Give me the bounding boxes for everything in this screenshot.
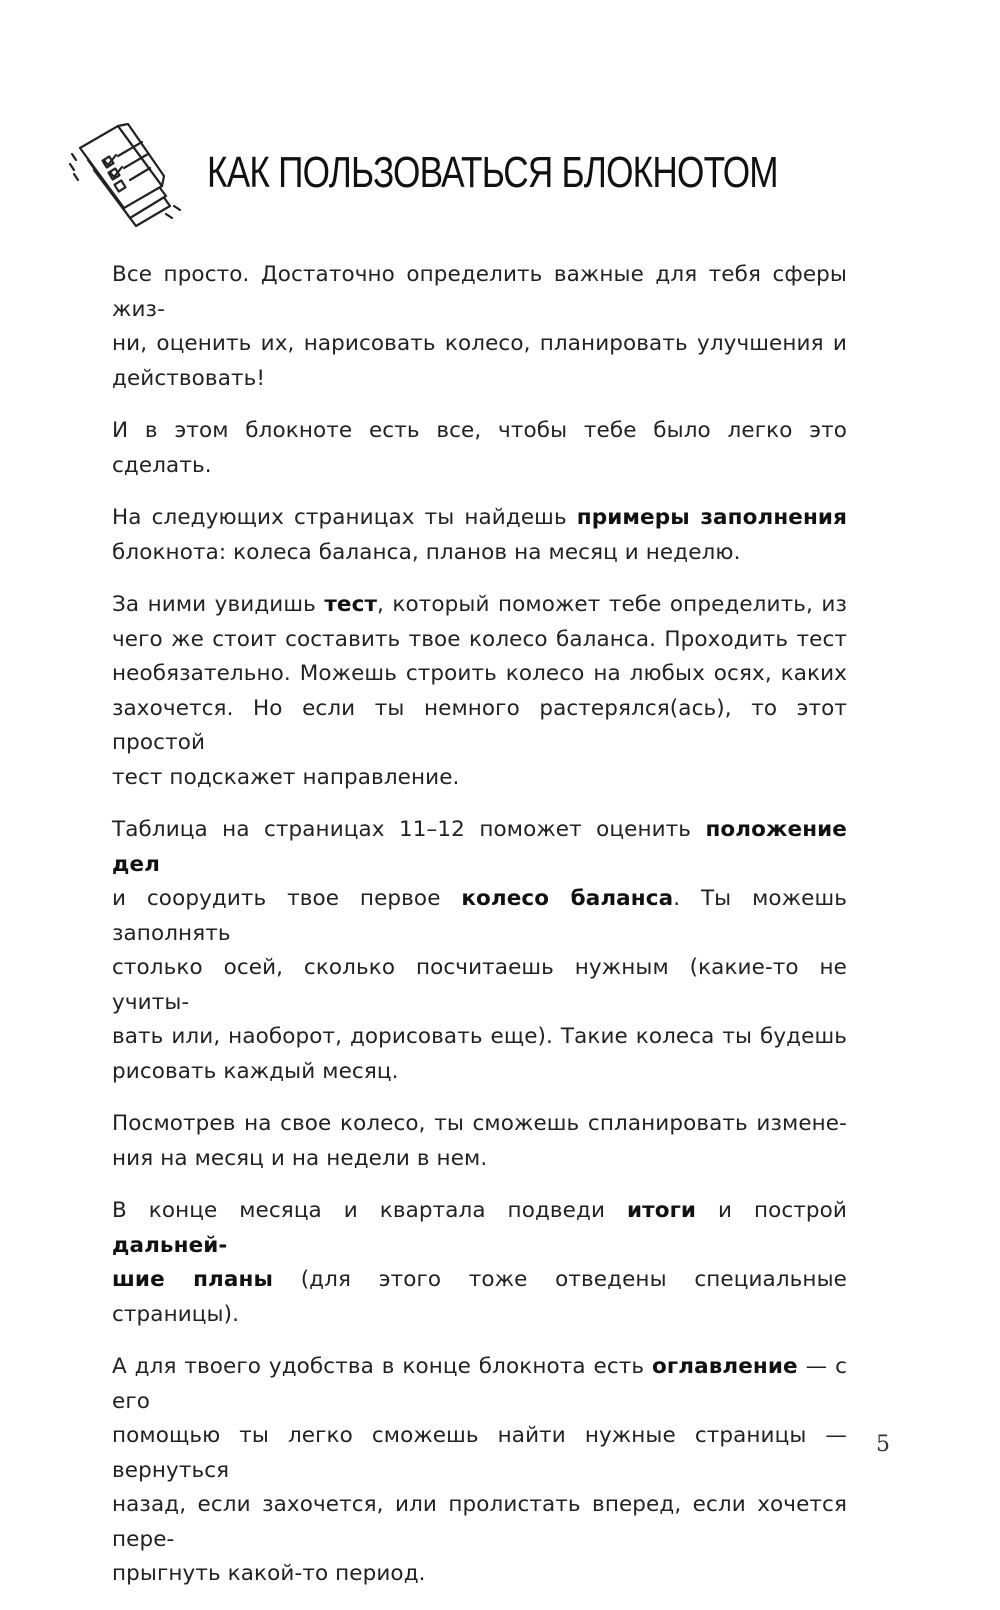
text-line xyxy=(112,588,847,623)
paragraph-6 xyxy=(112,1107,847,1176)
bold-term: колесо баланса xyxy=(461,886,674,911)
paragraph-2 xyxy=(112,414,847,483)
text-line xyxy=(112,882,847,951)
page-title: КАК ПОЛЬЗОВАТЬСЯ БЛОКНОТОМ xyxy=(207,148,778,197)
text-line xyxy=(112,813,847,882)
text-line: Все просто. Достаточно определить важные для тебя сферы жиз- xyxy=(112,262,847,322)
paragraph-5 xyxy=(112,813,847,1089)
text-line: рисовать каждый месяц. xyxy=(112,1058,399,1084)
text-line: действовать! xyxy=(112,365,266,391)
bold-term: дальней- xyxy=(112,1232,228,1258)
text-line: чего же стоит составить твое колесо баланса. Проходить тест xyxy=(112,626,847,652)
text-segment: Таблица на страницах 11–12 поможет оценить xyxy=(112,817,706,842)
text-line: необязательно. Можешь строить колесо на любых осях, каких xyxy=(112,661,847,686)
paragraph-8 xyxy=(112,1350,847,1592)
text-segment: А для твоего удобства в конце блокнота есть xyxy=(112,1354,653,1379)
checklist-papers-icon xyxy=(66,110,192,238)
text-line: прыгнуть какой-то период. xyxy=(112,1561,426,1586)
text-line: назад, если захочется, или пролистать вперед, если хочется пере- xyxy=(112,1492,847,1552)
text-line: ни, оценить их, нарисовать колесо, планировать улучшения и xyxy=(112,331,847,356)
text-line xyxy=(112,501,847,536)
text-segment: На следующих страницах ты найдешь xyxy=(112,505,577,530)
text-line: захочется. Но если ты немного растерялся(ась), то этот простой xyxy=(112,695,847,755)
text-line: И в этом блокноте есть все, чтобы тебе было легко это сделать. xyxy=(112,418,847,478)
text-line: блокнота: колеса баланса, планов на месяц и неделю. xyxy=(112,539,741,565)
paragraph-3 xyxy=(112,501,847,570)
text-line: Посмотрев на свое колесо, ты сможешь спланировать измене- xyxy=(112,1111,847,1136)
paragraph-4 xyxy=(112,588,847,795)
text-line: ния на месяц и на недели в нем. xyxy=(112,1145,488,1171)
text-segment: (для этого тоже отведены специальные страницы). xyxy=(112,1267,847,1327)
text-segment: В конце месяца и квартала подведи xyxy=(112,1198,627,1223)
body-text xyxy=(112,258,847,1610)
paragraph-7 xyxy=(112,1194,847,1332)
text-line xyxy=(112,1263,847,1332)
text-segment: , который поможет тебе определить, из xyxy=(377,592,847,617)
bold-term: примеры заполнения xyxy=(576,505,847,530)
paragraph-1 xyxy=(112,258,847,396)
text-line: помощью ты легко сможешь найти нужные страницы — вернуться xyxy=(112,1423,847,1483)
text-segment: За ними увидишь xyxy=(112,592,325,617)
text-line xyxy=(112,1194,847,1263)
page-number: 5 xyxy=(876,1432,890,1457)
text-line: тест подскажет направление. xyxy=(112,764,460,790)
text-line: вать или, наоборот, дорисовать еще). Такие колеса ты будешь xyxy=(112,1024,847,1049)
bold-term: итоги xyxy=(626,1198,697,1223)
bold-term: тест xyxy=(324,592,378,617)
text-line xyxy=(112,1350,847,1419)
text-segment: . Ты можешь заполнять xyxy=(112,886,847,946)
text-segment: — с его xyxy=(112,1354,847,1414)
bold-term: оглавление xyxy=(652,1354,798,1379)
text-segment: и соорудить твое первое xyxy=(112,886,462,911)
bold-term: шие планы xyxy=(112,1267,274,1292)
text-segment: и построй xyxy=(696,1198,847,1223)
bold-term: положение дел xyxy=(112,817,847,877)
text-line: столько осей, сколько посчитаешь нужным (какие-то не учиты- xyxy=(112,955,847,1015)
